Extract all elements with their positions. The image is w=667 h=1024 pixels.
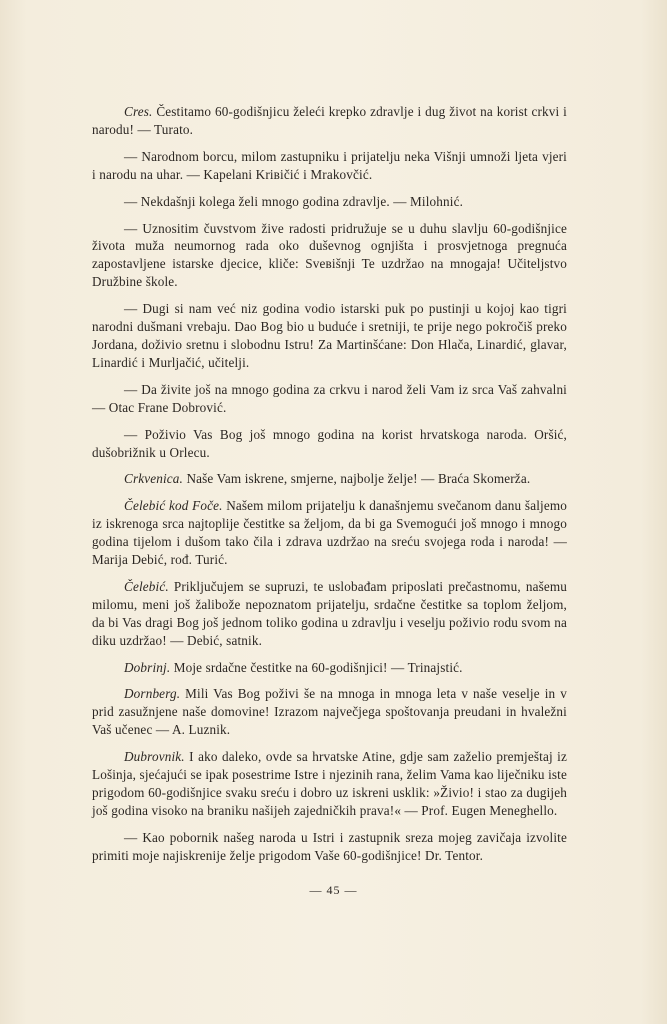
place-name: Čelebić kod Foče. — [124, 498, 223, 514]
paragraph — [92, 659, 567, 677]
place-name: Dornberg. — [124, 686, 181, 702]
paragraph-text: I ako daleko, ovde sa hrvatske Atine, gdje sam zaželio premještaj iz Lošinja, sjećajući se ipak posestrime Istre i njezinih rana, želim Vama kao liječniku iste prigodom 60-godišnjice svaku sreću i dobro uz iskreni usklik: »Živio! i stao za dugijeh još godina visoko na braniku našijeh zajedničkih prava!« — Prof. Eugen Meneghello. — [92, 749, 568, 818]
paragraph-text: — Dugi si nam već niz godina vodio istarski puk po pustinji u kojoj kao tigri narodni dušmani vrebaju. Dao Bog bio u buduće i sretniji, te prije nego pokročiš preko Jordana, doživio sretnu i slobodnu Istru! Za Martinšćane: Don Hlača, Linardić, glavar, Linardić i Murljačić, učitelji. — [92, 301, 567, 370]
paragraph — [92, 148, 567, 184]
paragraph — [92, 829, 567, 865]
paragraph-text: Čestitamo 60-godišnjicu želeći krepko zdravlje i dug život na korist crkvi i narodu! — Turato. — [92, 104, 567, 137]
paragraph — [92, 748, 567, 820]
paragraph-text: Naše Vam iskrene, smjerne, najbolje želje! — Braća Skomerža. — [186, 471, 531, 487]
paragraph-text: Moje srdačne čestitke na 60-godišnjici! — Trinajstić. — [173, 659, 463, 675]
paragraph — [92, 685, 567, 739]
paragraph — [92, 300, 567, 372]
paragraph-text: Mili Vas Bog poživi še na mnoga in mnoga leta v naše veselje in v prid zasužnjene naše domovine! Izrazom največjega spoštovanja preudani in hvaležni Vaš učenec — A. Luznik. — [92, 686, 567, 738]
paragraph — [92, 578, 567, 650]
paragraph — [92, 497, 567, 569]
paragraph-text: — Kao pobornik našeg naroda u Istri i zastupnik sreza mojeg zavičaja izvolite primiti moje najiskrenije želje prigodom Vaše 60-godišnjice! Dr. Tentor. — [92, 829, 567, 863]
place-name: Cres. — [124, 104, 153, 119]
body-text — [92, 103, 567, 865]
paragraph — [92, 193, 567, 211]
place-name: Crkvenica. — [124, 471, 183, 487]
paragraph — [92, 426, 567, 462]
paragraph-text: Našem milom prijatelju k današnjemu svečanom danu šaljemo iz iskrenoga srca najtoplije čestitke sa željom, da bi ga Svemogući još mnogo i mnogo godina tijelom i dušom tako čila i zdrava uzdržao na sreću svojega roda i naroda! — Marija Debić, rođ. Turić. — [92, 498, 567, 568]
paragraph — [92, 103, 567, 139]
paragraph-text: — Da živite još na mnogo godina za crkvu i narod želi Vam iz srca Vaš zahvalni — Otac Frane Dobrović. — [92, 381, 567, 415]
place-name: Čelebić. — [124, 578, 169, 594]
page-number: — 45 — — [309, 883, 358, 897]
paragraph-text: — Nekdašnji kolega želi mnogo godina zdravlje. — Milohnić. — [124, 193, 464, 209]
paragraph — [92, 470, 567, 488]
place-name: Dobrinj. — [124, 659, 171, 675]
paragraph-text: — Poživio Vas Bog još mnogo godina na korist hrvatskoga naroda. Oršić, dušobrižnik u Orlecu. — [92, 426, 567, 460]
place-name: Dubrovnik. — [124, 749, 185, 765]
paragraph-text: — Uznositim čuvstvom žive radosti pridružuje se u duhu slavlju 60-godišnjice života muža neumornog rada oko duševnog ognjišta i prosvjetnoga pregnuća zapostavljene istarske djecice, kliče: Sveвišnji Te uzdržao na mnogaja! Učiteljstvo Družbine škole. — [92, 220, 567, 290]
paragraph — [92, 381, 567, 417]
paragraph-text: — Narodnom borcu, milom zastupniku i prijatelju neka Višnji umnoži ljeta vjeri i narodu na uhar. — Kapelani Kriвičić i Mrakovčić. — [92, 148, 567, 182]
paragraph-text: Priključujem se supruzi, te uslobađam priposlati prečastnomu, našemu milomu, meni još žalibože nepoznatom prijatelju, srdačne čestitke sa toplom željom, da bi Vas dragi Bog još jednom toliko godina u zdravlju i veselju poživio rodu svom na diku uzdržao! — Debić, satnik. — [92, 578, 568, 648]
paragraph — [92, 220, 567, 292]
